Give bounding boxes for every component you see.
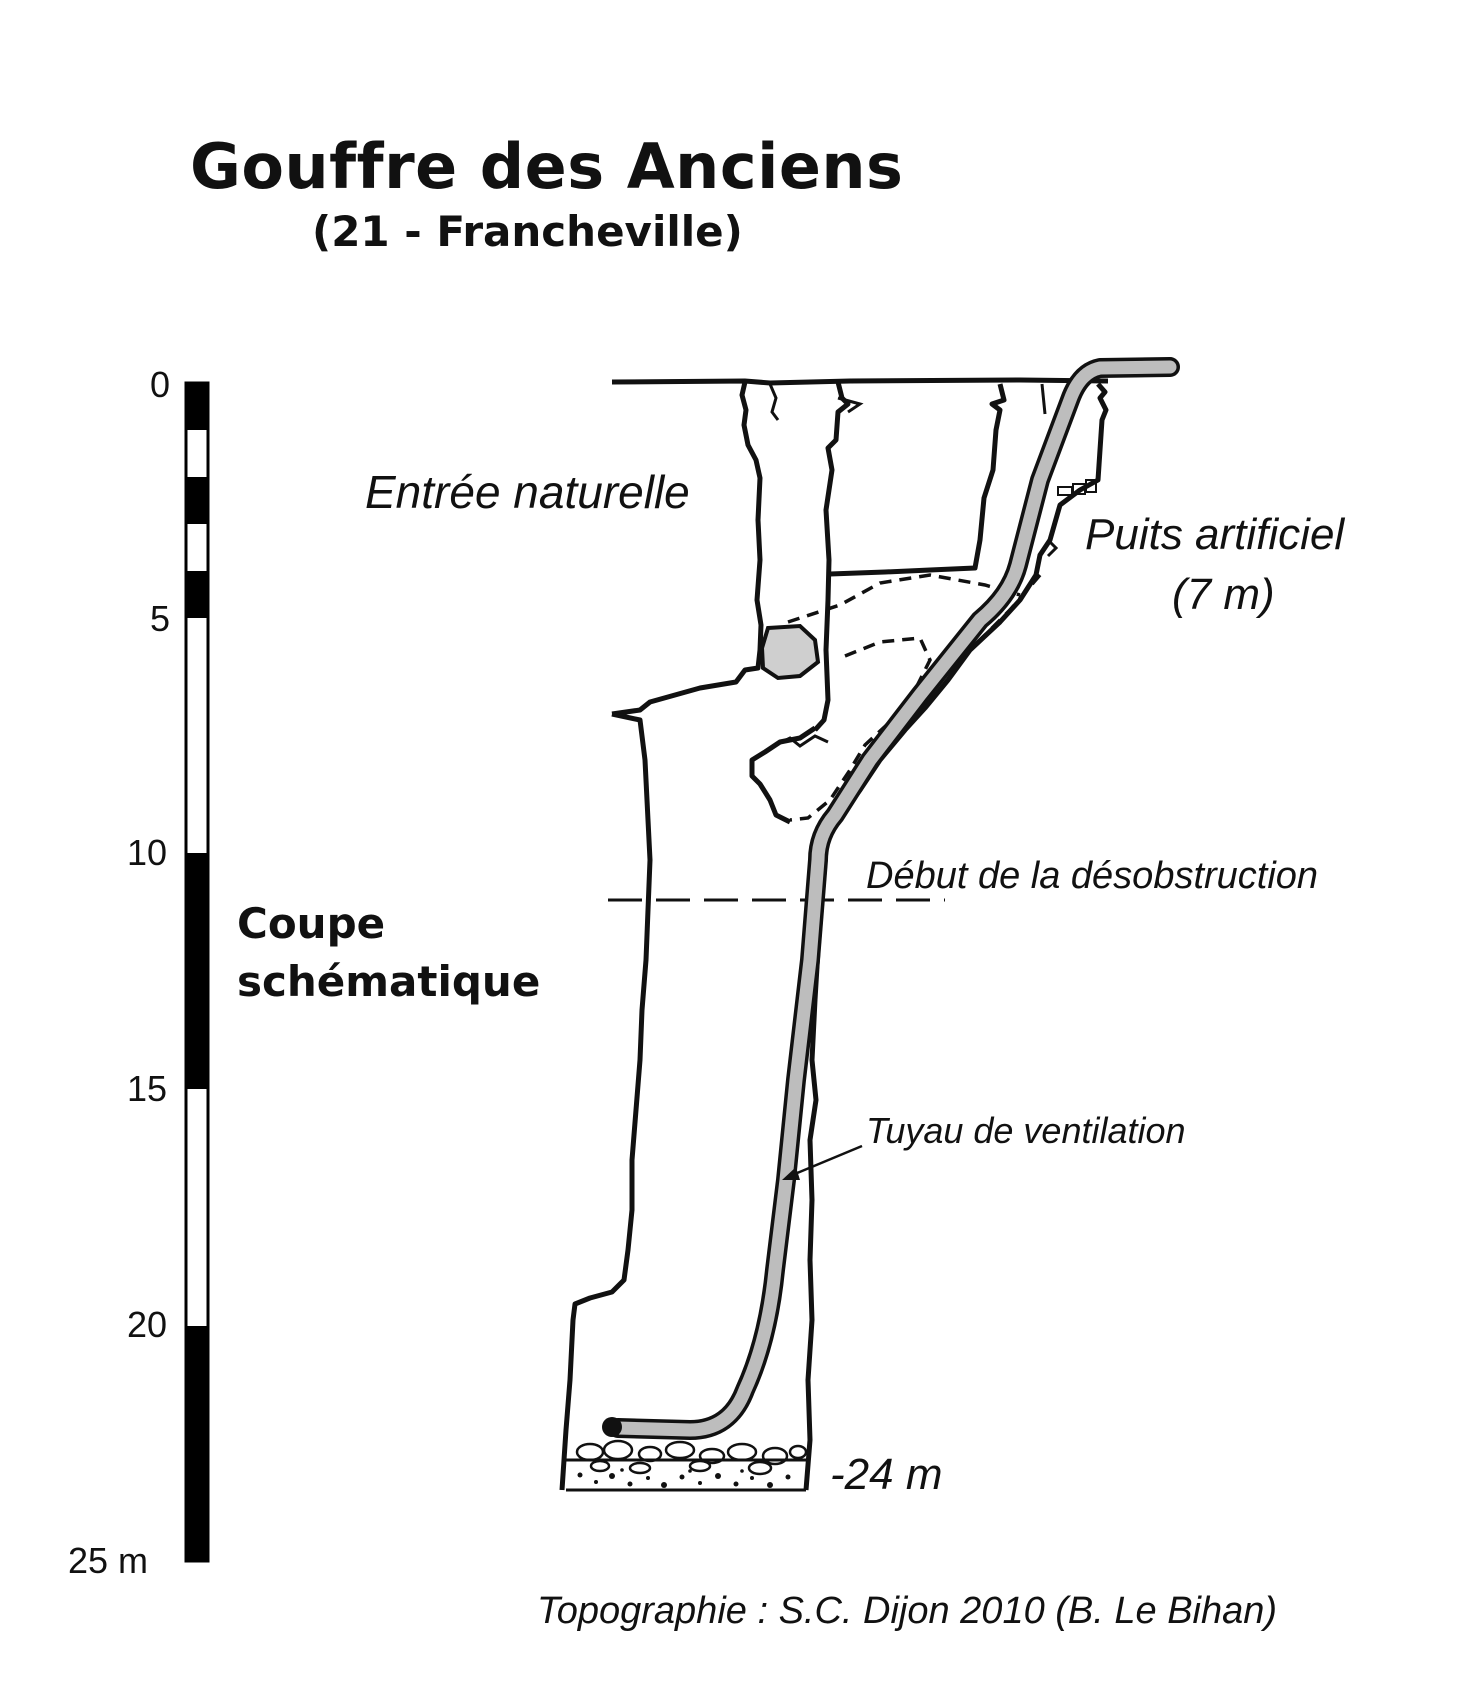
credit-line: Topographie : S.C. Dijon 2010 (B. Le Bihan): [537, 1590, 1278, 1632]
grey-boulder: [762, 626, 818, 678]
scale-segment-20-25m: [186, 1326, 208, 1561]
ventilation-pipe-label: Tuyau de ventilation: [866, 1110, 1186, 1151]
natural-shaft-left-wall: [612, 382, 761, 714]
scale-tick-20: 20: [127, 1304, 168, 1345]
section-type-label: [237, 895, 540, 1011]
page-subtitle: (21 - Francheville): [312, 207, 743, 256]
natural-shaft-right-wall: [815, 382, 848, 730]
scale-tick-25m: 25 m: [68, 1540, 149, 1581]
natural-shaft-left-wall-inner: [770, 384, 778, 420]
depth-scale-bar: [186, 383, 208, 1561]
scale-tick-15: 15: [127, 1068, 168, 1109]
ground-surface-line: [612, 380, 1108, 383]
bottom-rubble: [566, 1441, 806, 1490]
artificial-shaft-depth-label: (7 m): [1172, 570, 1275, 619]
pipe-end-cap: [602, 1417, 622, 1437]
page-title: Gouffre des Anciens: [190, 130, 904, 203]
scale-tick-5: 5: [150, 598, 171, 639]
scale-segment-2-3m: [186, 477, 208, 524]
section-label-line-1: Coupe: [237, 899, 386, 948]
artificial-shaft-right-wall: [806, 384, 1106, 1490]
clearing-start-label: Début de la désobstruction: [866, 855, 1319, 897]
section-label-line-2: schématique: [237, 957, 541, 1006]
main-shaft-left-wall: [562, 714, 650, 1490]
artificial-shaft-label: Puits artificiel: [1085, 510, 1345, 559]
scale-tick-10: 10: [127, 832, 168, 873]
bottom-depth-label: -24 m: [830, 1450, 943, 1499]
scale-tick-0: 0: [150, 364, 171, 405]
scale-segment-4-5m: [186, 571, 208, 618]
scale-segment-10-15m: [186, 853, 208, 1089]
natural-entrance-label: Entrée naturelle: [365, 466, 690, 518]
scale-segment-0-1m: [186, 383, 208, 430]
